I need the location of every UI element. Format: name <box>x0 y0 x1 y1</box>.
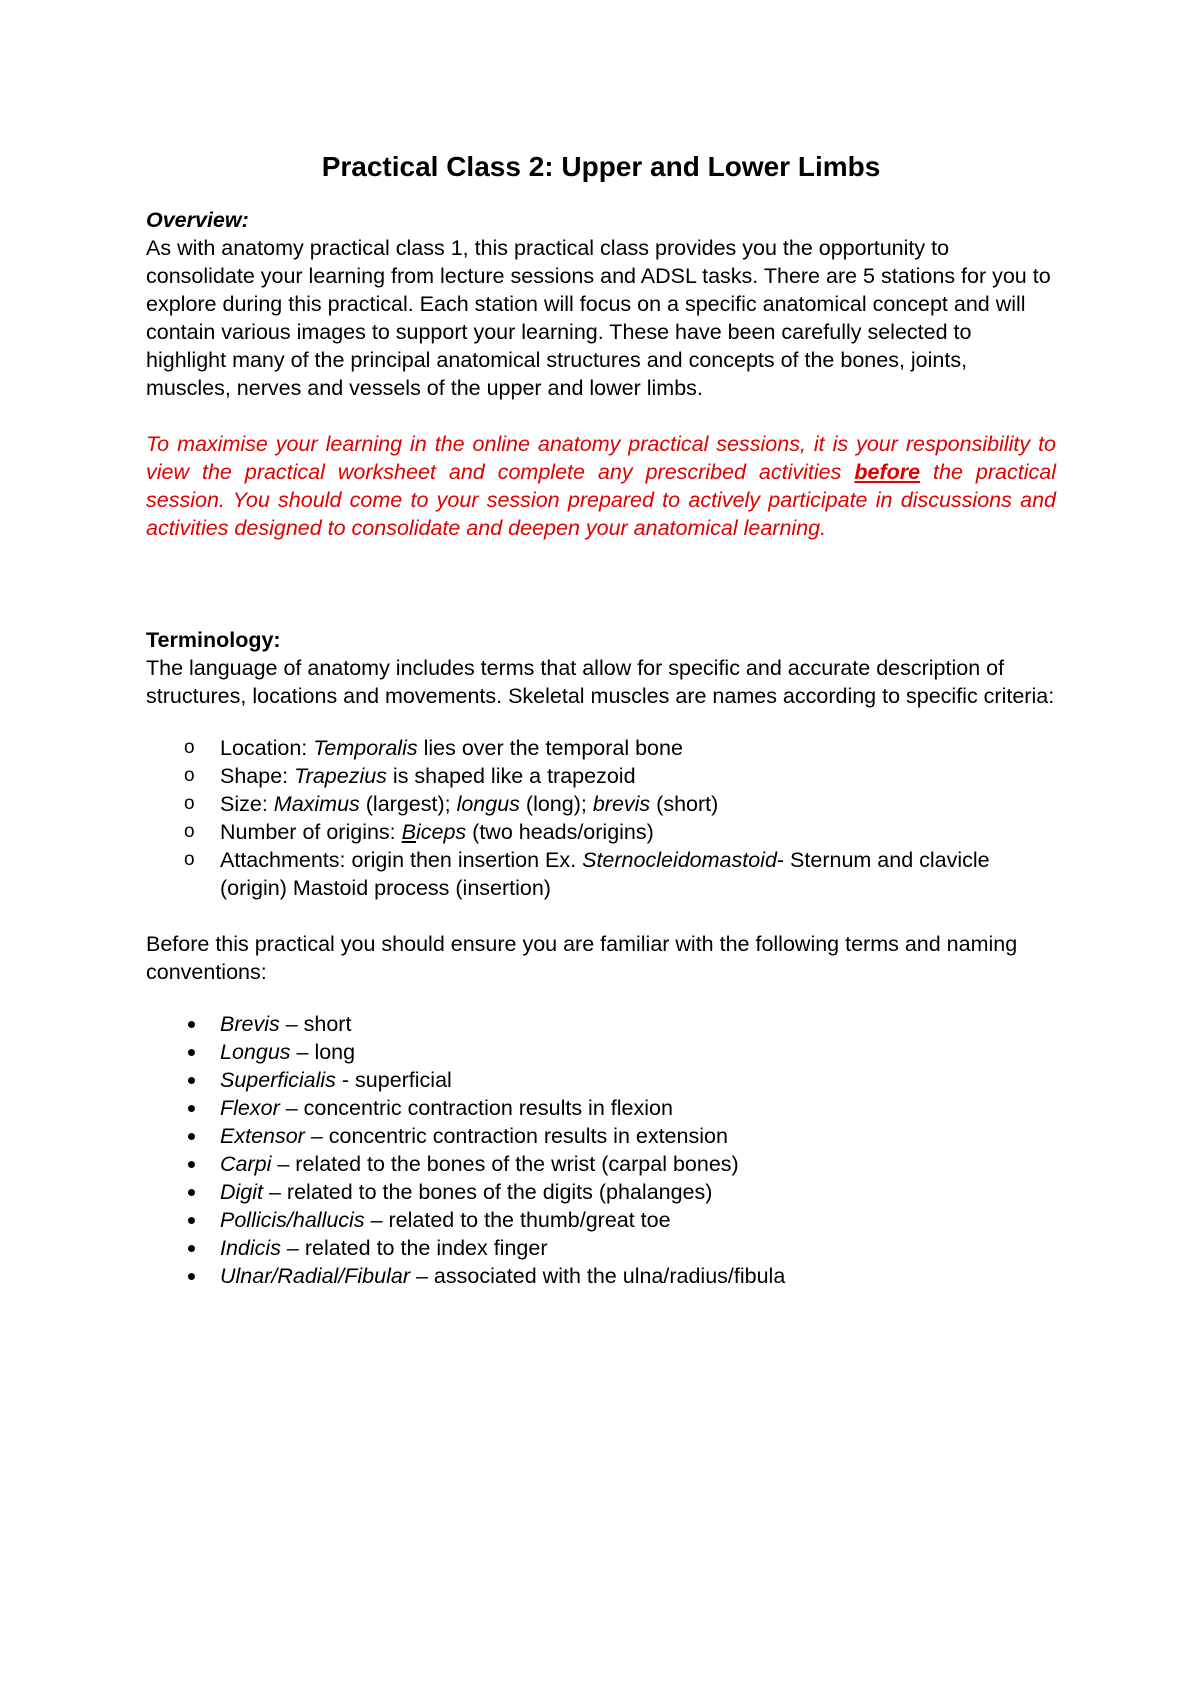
term-name: Longus <box>220 1040 291 1064</box>
term-definition: – related to the index finger <box>280 1236 548 1260</box>
section-spacer <box>146 570 1056 626</box>
criteria-rest: - Sternum and clavicle (origin) Mastoid process (insertion) <box>220 848 990 900</box>
criteria-rest: is shaped like a trapezoid <box>386 764 636 788</box>
criteria-rest: lies over the temporal bone <box>417 736 683 760</box>
criteria-term-underlined: B <box>401 820 416 844</box>
preparation-notice <box>146 430 1056 542</box>
overview-heading: Overview: <box>146 208 249 232</box>
term-definition: – long <box>290 1040 356 1064</box>
circle-bullet-icon: o <box>184 737 195 758</box>
criteria-label: Shape: <box>220 764 295 788</box>
criteria-term: iceps <box>415 820 467 844</box>
term-item <box>146 1206 1056 1234</box>
bullet-icon <box>188 1245 195 1252</box>
criteria-label: Number of origins: <box>220 820 402 844</box>
criteria-term: longus <box>456 792 520 816</box>
term-definition: - superficial <box>335 1068 452 1092</box>
term-item <box>146 1094 1056 1122</box>
terminology-heading: Terminology: <box>146 628 281 652</box>
bullet-icon <box>188 1077 195 1084</box>
criteria-term: Trapezius <box>294 764 387 788</box>
criteria-term: Maximus <box>273 792 360 816</box>
page-title: Practical Class 2: Upper and Lower Limbs <box>321 151 881 182</box>
term-definition: – concentric contraction results in extension <box>304 1124 728 1148</box>
circle-bullet-icon: o <box>184 821 195 842</box>
circle-bullet-icon: o <box>184 765 195 786</box>
circle-bullet-icon: o <box>184 793 195 814</box>
term-item <box>146 1038 1056 1066</box>
term-definition: – short <box>279 1012 352 1036</box>
term-item <box>146 1122 1056 1150</box>
term-name: Pollicis/hallucis <box>220 1208 365 1232</box>
term-item <box>146 1010 1056 1038</box>
criteria-rest: (two heads/origins) <box>466 820 654 844</box>
term-name: Flexor <box>220 1096 280 1120</box>
criteria-label: Size: <box>220 792 274 816</box>
criteria-item-shape <box>146 762 1056 790</box>
criteria-term: Temporalis <box>313 736 418 760</box>
term-definition: – associated with the ulna/radius/fibula <box>410 1264 786 1288</box>
term-definition: – related to the bones of the digits (phalanges) <box>263 1180 713 1204</box>
criteria-item-origins <box>146 818 1056 846</box>
term-name: Indicis <box>220 1236 281 1260</box>
notice-part-2: the practical session. You should come to your session prepared to actively participate in discussions and activities designed to consolidate and deepen your anatomical learning. <box>146 460 1056 540</box>
criteria-item-attachments <box>146 846 1056 902</box>
criteria-rest: (largest); <box>359 792 457 816</box>
term-name: Brevis <box>220 1012 280 1036</box>
term-item <box>146 1178 1056 1206</box>
term-definition: – concentric contraction results in flexion <box>279 1096 673 1120</box>
bullet-icon <box>188 1273 195 1280</box>
document-content <box>146 150 1056 1290</box>
terminology-intro: The language of anatomy includes terms that allow for specific and accurate description of structures, locations and movements. Skeletal muscles are names according to specific criteria: <box>146 656 1055 708</box>
bullet-icon <box>188 1105 195 1112</box>
bullet-icon <box>188 1161 195 1168</box>
criteria-term: brevis <box>592 792 651 816</box>
term-definition: – related to the thumb/great toe <box>364 1208 671 1232</box>
term-name: Ulnar/Radial/Fibular <box>220 1264 410 1288</box>
term-item <box>146 1066 1056 1094</box>
criteria-rest: (long); <box>519 792 593 816</box>
bullet-icon <box>188 1133 195 1140</box>
term-item <box>146 1234 1056 1262</box>
terms-list <box>146 1010 1056 1290</box>
bullet-icon <box>188 1189 195 1196</box>
bullet-icon <box>188 1021 195 1028</box>
naming-criteria-list <box>146 734 1056 902</box>
term-name: Superficialis <box>220 1068 336 1092</box>
notice-part-1: To maximise your learning in the online anatomy practical sessions, it is your responsibility to view the practical worksheet and complete any prescribed activities <box>146 432 1056 484</box>
overview-text: As with anatomy practical class 1, this practical class provides you the opportunity to consolidate your learning from lecture sessions and ADSL tasks. There are 5 stations for you to explore during this practical. Each station will focus on a specific anatomical concept and will contain various images to support your learning. These have been carefully selected to highlight many of the principal anatomical structures and concepts of the bones, joints, muscles, nerves and vessels of the upper and lower limbs. <box>146 236 1051 400</box>
term-name: Digit <box>220 1180 264 1204</box>
term-name: Extensor <box>220 1124 305 1148</box>
criteria-rest: (short) <box>650 792 719 816</box>
term-name: Carpi <box>220 1152 272 1176</box>
term-definition: – related to the bones of the wrist (carpal bones) <box>271 1152 739 1176</box>
criteria-item-size <box>146 790 1056 818</box>
criteria-label: Location: <box>220 736 314 760</box>
term-item <box>146 1150 1056 1178</box>
bullet-icon <box>188 1217 195 1224</box>
criteria-label: Attachments: origin then insertion Ex. <box>220 848 583 872</box>
criteria-item-location <box>146 734 1056 762</box>
term-item <box>146 1262 1056 1290</box>
familiar-terms-text: Before this practical you should ensure you are familiar with the following terms and naming conventions: <box>146 932 1018 984</box>
criteria-term: Sternocleidomastoid <box>582 848 777 872</box>
circle-bullet-icon: o <box>184 849 195 870</box>
bullet-icon <box>188 1049 195 1056</box>
notice-emphasis: before <box>854 460 921 484</box>
